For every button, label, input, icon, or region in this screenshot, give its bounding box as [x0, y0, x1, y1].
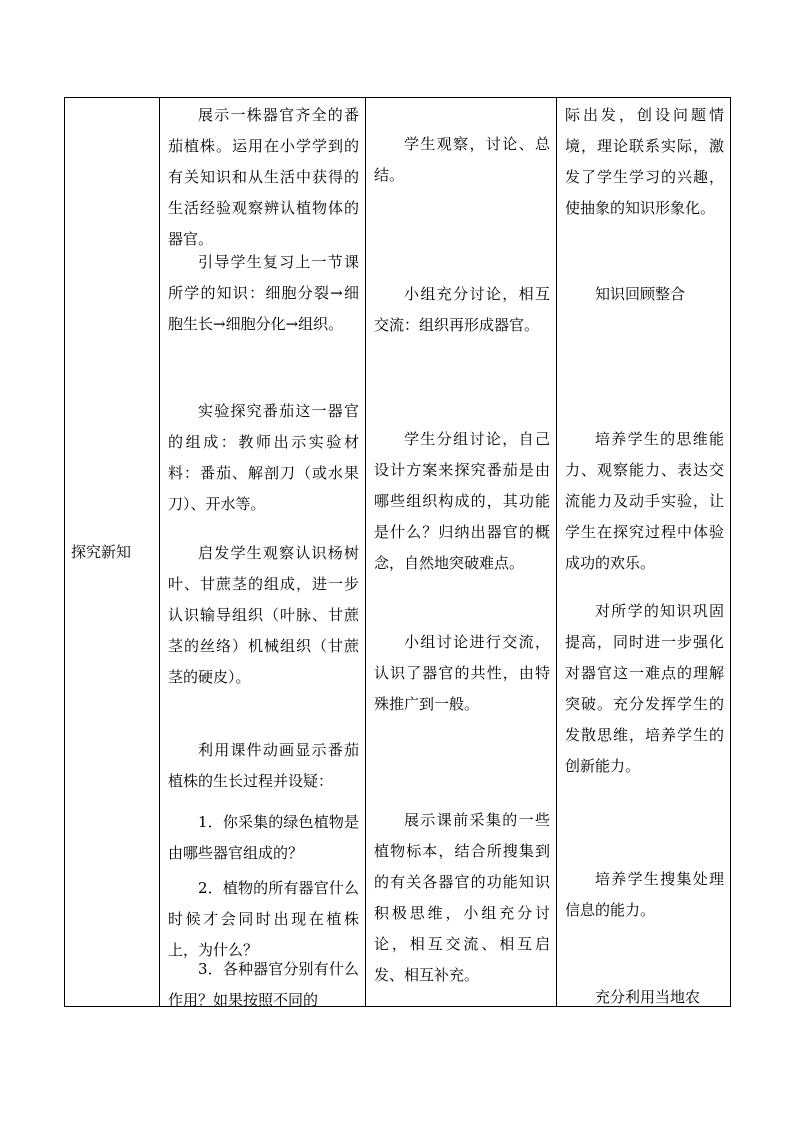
teacher-activity-3: 实验探究番茄这一器官的组成：教师出示实验材料：番茄、解剖刀（或水果刀）、开水等。: [168, 402, 359, 513]
lesson-plan-table: [64, 97, 731, 1007]
student-activity-2: 小组充分讨论，相互交流：组织再形成器官。: [374, 285, 550, 334]
teacher-activity-2: 引导学生复习上一节课所学的知识：细胞分裂→细胞生长→细胞分化→组织。: [168, 253, 359, 333]
student-activity-5: 展示课前采集的一些植物标本，结合所搜集到的有关各器官的功能知识积极思维，小组充分讨论，相互交流、相互启发、相互补充。: [374, 811, 550, 984]
stage-cell: [65, 98, 160, 1007]
student-activity-cell: [366, 98, 557, 1007]
teacher-activity-5: 利用课件动画显示番茄植株的生长过程并设疑：: [168, 741, 359, 790]
student-activity-3: 学生分组讨论，自己设计方案来探究番茄是由哪些组织构成的，其功能是什么？归纳出器官的概念，自然地突破难点。: [374, 430, 550, 572]
question-3: 3．各种器官分别有什么作用？如果按照不同的: [168, 960, 359, 1009]
teacher-activity-4: 启发学生观察认识杨树叶、甘蔗茎的组成，进一步认识输导组织（叶脉、甘蔗茎的丝络）机械组织（甘蔗茎的硬皮）。: [168, 544, 359, 686]
student-activity-1: 学生观察，讨论、总结。: [374, 135, 550, 184]
table-row: [65, 98, 731, 1007]
design-intent-2: 知识回顾整合: [595, 285, 686, 303]
teacher-activity-cell: [160, 98, 366, 1007]
design-intent-4: 对所学的知识巩固提高，同时进一步强化对器官这一难点的理解突破。充分发挥学生的发散思维，培养学生的创新能力。: [565, 602, 724, 775]
question-2: 2．植物的所有器官什么时候才会同时出现在植株上，为什么？: [168, 879, 359, 959]
stage-label: 探究新知: [71, 543, 132, 561]
design-intent-3: 培养学生的思维能力、观察能力、表达交流能力及动手实验，让学生在探究过程中体验成功的欢乐。: [565, 430, 724, 572]
question-1: 1．你采集的绿色植物是由哪些器官组成的？: [168, 813, 359, 862]
teacher-activity-1: 展示一株器官齐全的番茄植株。运用在小学学到的有关知识和从生活中获得的生活经验观察辨认植物体的器官。: [168, 106, 359, 248]
design-intent-cell: [557, 98, 731, 1007]
design-intent-6: 充分利用当地农: [595, 988, 701, 1006]
design-intent-5: 培养学生搜集处理信息的能力。: [565, 870, 724, 919]
design-intent-1: 际出发，创设问题情境，理论联系实际，激发了学生学习的兴趣，使抽象的知识形象化。: [565, 106, 724, 217]
student-activity-4: 小组讨论进行交流，认识了器官的共性，由特殊推广到一般。: [374, 633, 550, 713]
